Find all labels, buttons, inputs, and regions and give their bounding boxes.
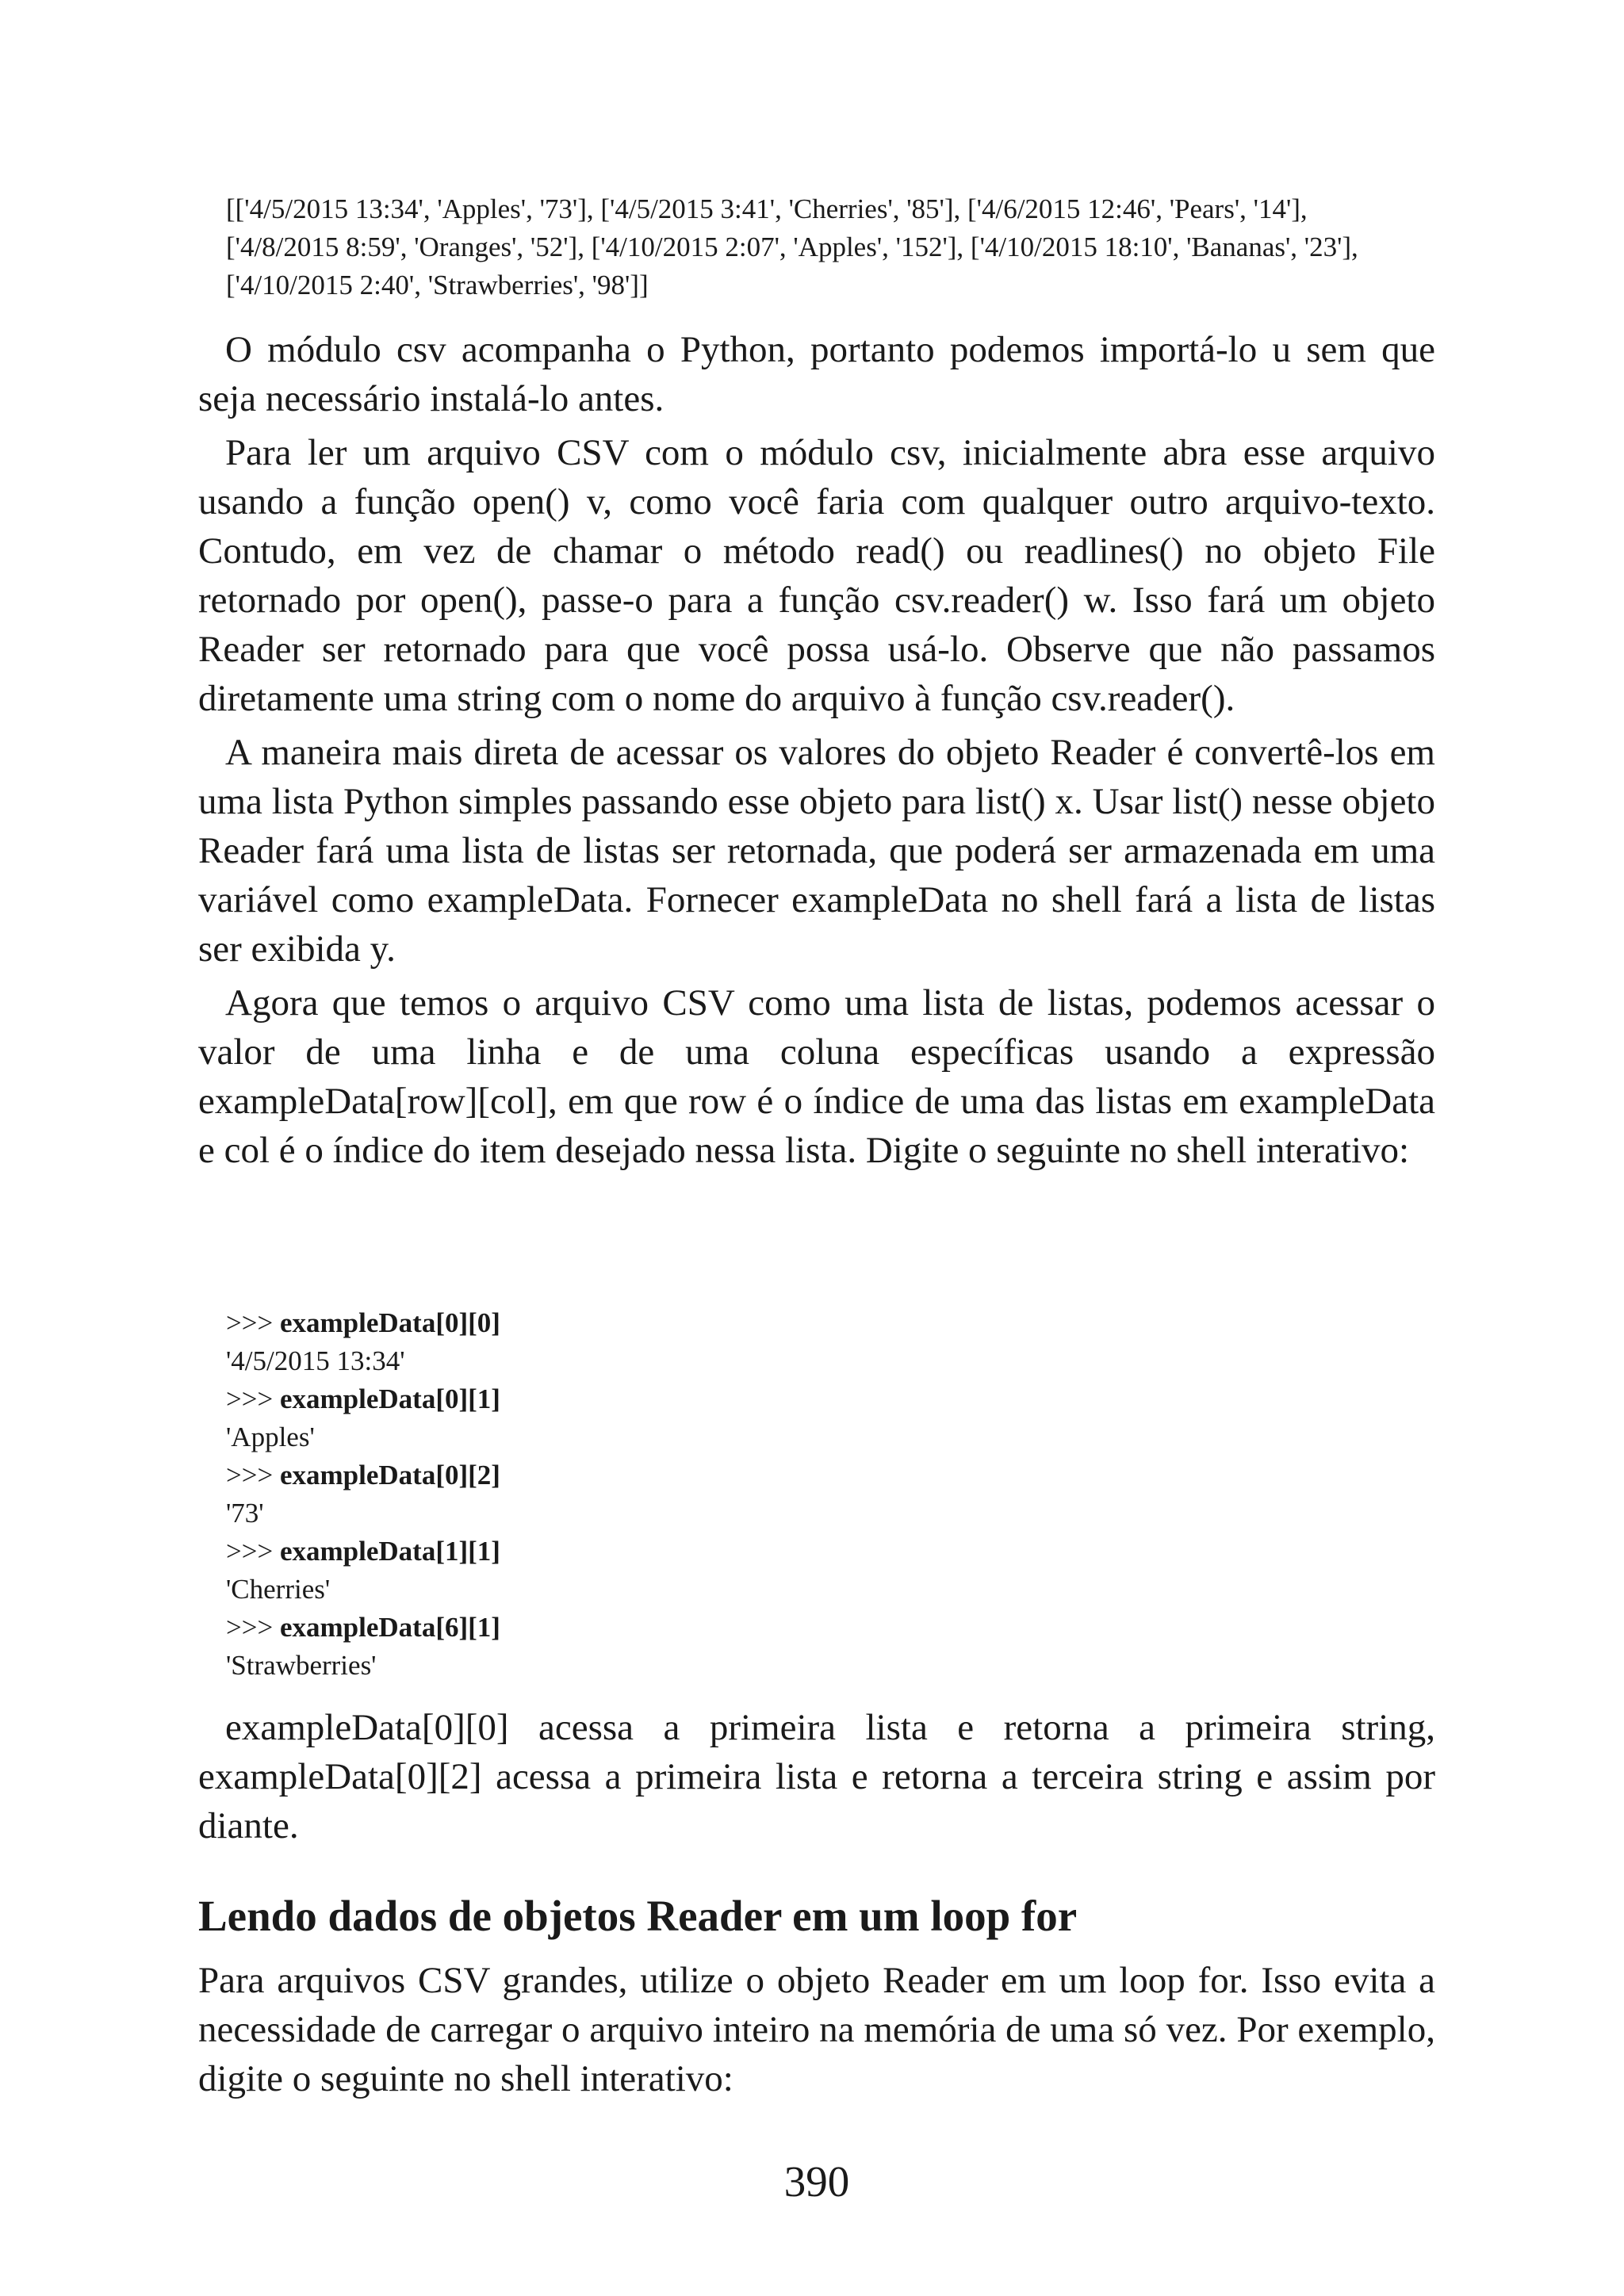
- prompt: >>>: [226, 1612, 280, 1643]
- paragraph: Para arquivos CSV grandes, utilize o objeto Reader em um loop for. Isso evita a necessidade de carregar o arquivo inteiro na memória de uma só vez. Por exemplo, digite o seguinte no shell interativo:: [198, 1960, 1435, 2099]
- paragraph: Agora que temos o arquivo CSV como uma lista de listas, podemos acessar o valor de uma linha e de uma coluna específicas usando a expressão exampleData[row][col], em que row é o índice de uma das listas em exampleData e col é o índice do item desejado nessa lista. Digite o seguinte no shell interativo:: [198, 982, 1435, 1171]
- shell-session: [198, 1304, 500, 1685]
- shell-result: 'Apples': [226, 1422, 315, 1452]
- prompt: >>>: [226, 1536, 280, 1567]
- shell-result: 'Cherries': [226, 1574, 331, 1605]
- body-text: [198, 325, 1435, 1175]
- shell-result: 'Strawberries': [226, 1650, 377, 1681]
- shell-command-line: [226, 1609, 500, 1647]
- code-line: ['4/10/2015 2:40', 'Strawberries', '98']]: [226, 270, 649, 300]
- shell-result: '73': [226, 1498, 264, 1529]
- shell-result: '4/5/2015 13:34': [226, 1345, 405, 1376]
- code-line: ['4/8/2015 8:59', 'Oranges', '52'], ['4/10/2015 2:07', 'Apples', '152'], ['4/10/2015 18:10', 'Bananas', '23'],: [226, 232, 1358, 262]
- output-code-block: [198, 190, 1358, 304]
- prompt: >>>: [226, 1460, 280, 1490]
- paragraph: Para ler um arquivo CSV com o módulo csv, inicialmente abra esse arquivo usando a função open() v, como você faria com qualquer outro arquivo-texto. Contudo, em vez de chamar o método read() ou readlines() no objeto File retornado por open(), passe-o para a função csv.reader() w. Isso fará um objeto Reader ser retornado para que você possa usá-lo. Observe que não passamos diretamente uma string com o nome do arquivo à função csv.reader().: [198, 432, 1435, 719]
- shell-command-line: [226, 1456, 500, 1494]
- shell-command-line: [226, 1533, 500, 1571]
- section-heading: Lendo dados de objetos Reader em um loop for: [198, 1892, 1078, 1940]
- prompt: >>>: [226, 1383, 280, 1414]
- shell-command-line: [226, 1380, 500, 1418]
- shell-command: exampleData[0][2]: [279, 1460, 500, 1490]
- shell-command-line: [226, 1304, 500, 1342]
- paragraph: A maneira mais direta de acessar os valores do objeto Reader é convertê-los em uma lista Python simples passando esse objeto para list() x. Usar list() nesse objeto Reader fará uma lista de listas ser retornada, que poderá ser armazenada em uma variável como exampleData. Fornecer exampleData no shell fará a lista de listas ser exibida y.: [198, 732, 1435, 970]
- paragraph: O módulo csv acompanha o Python, portanto podemos importá-lo u sem que seja necessário instalá-lo antes.: [198, 329, 1435, 419]
- prompt: >>>: [226, 1307, 280, 1338]
- code-line: [['4/5/2015 13:34', 'Apples', '73'], ['4/5/2015 3:41', 'Cherries', '85'], ['4/6/2015 12:46', 'Pears', '14'],: [226, 193, 1308, 224]
- shell-command: exampleData[0][1]: [279, 1383, 500, 1414]
- shell-command: exampleData[0][0]: [279, 1307, 500, 1338]
- page-number: 390: [783, 2157, 850, 2206]
- shell-command: exampleData[6][1]: [279, 1612, 500, 1643]
- shell-command: exampleData[1][1]: [279, 1536, 500, 1567]
- paragraph: exampleData[0][0] acessa a primeira lista e retorna a primeira string, exampleData[0][2] acessa a primeira lista e retorna a terceira string e assim por diante.: [198, 1707, 1435, 1846]
